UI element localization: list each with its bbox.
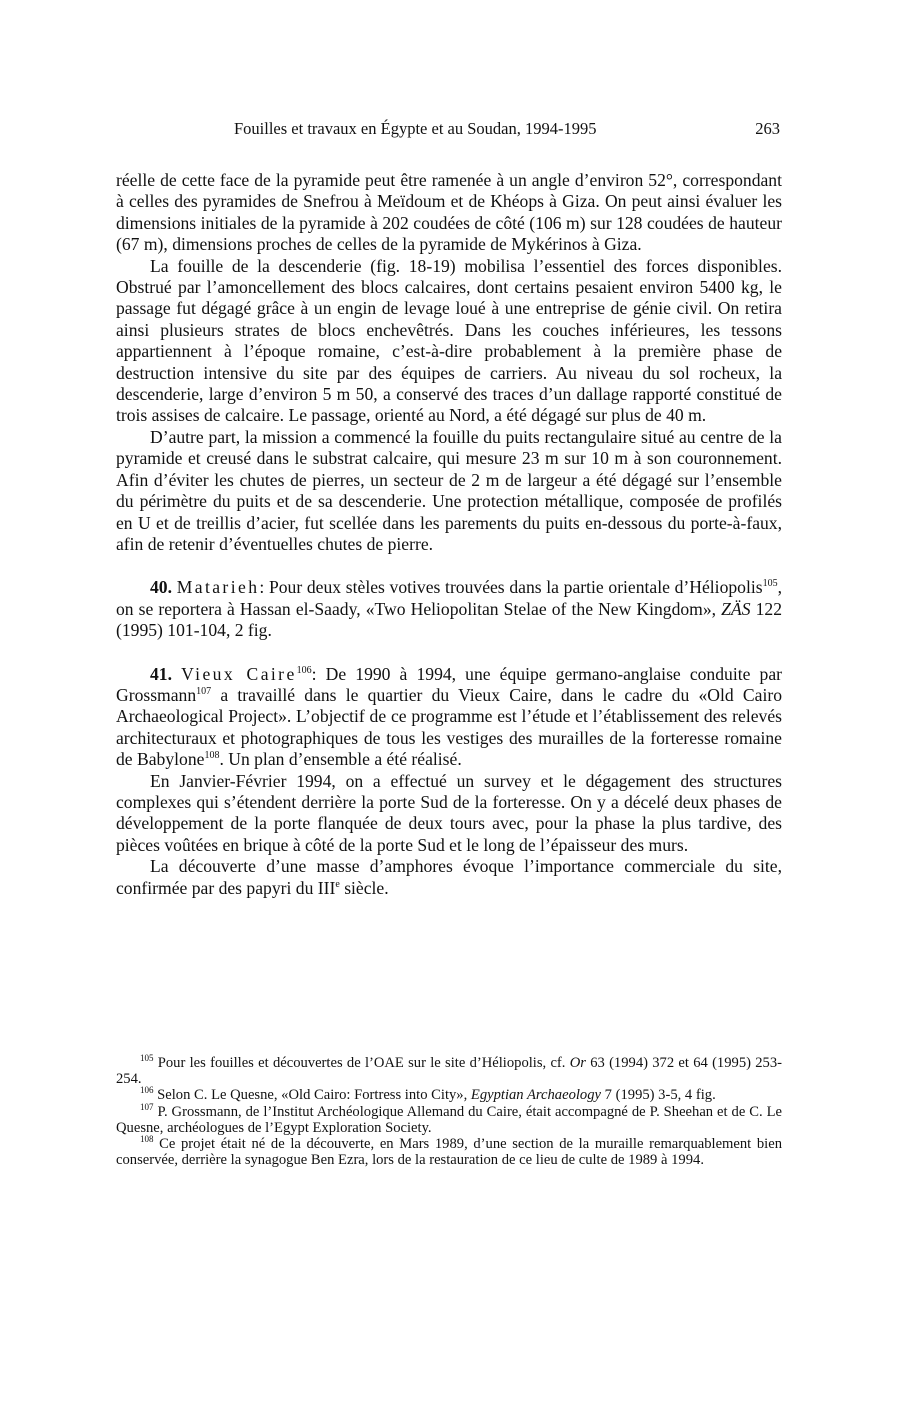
footnote-106 bbox=[116, 1087, 782, 1103]
main-text bbox=[116, 170, 782, 899]
section-title: Vieux Caire bbox=[181, 663, 297, 684]
footnote-ref[interactable]: 108 bbox=[204, 750, 220, 762]
text-run: : De 1990 à 1994, une équipe germano-anglaise conduite par Grossmann bbox=[116, 663, 782, 705]
footnote-text: 7 (1995) 3-5, 4 fig. bbox=[601, 1087, 716, 1104]
footnote-number: 106 bbox=[140, 1085, 154, 1096]
section-40 bbox=[116, 577, 782, 641]
footnote-number: 108 bbox=[140, 1134, 154, 1145]
text-run: a travaillé dans le quartier du Vieux Caire, dans le cadre du «Old Cairo Archaeological Project». L’objectif de ce programme est l’étude et l’établissement des relevés architecturaux et photographiques de tous les vestiges des murailles de la forteresse romaine de Babylone bbox=[116, 684, 782, 770]
paragraph: En Janvier-Février 1994, on a effectué un survey et le dégagement des structures complexes qui s’étendent derrière la porte Sud de la forteresse. On y a décelé deux phases de développement de la porte flanquée de deux tours avec, pour la phase la plus tardive, des pièces voûtées en brique à côté de la porte Sud et le long de l’épaisseur des murs. bbox=[116, 770, 782, 855]
journal-title: ZÄS bbox=[721, 598, 751, 619]
journal-title: Or bbox=[569, 1055, 586, 1071]
text-run: . Un plan d’ensemble a été réalisé. bbox=[219, 749, 462, 770]
section-number: 41. bbox=[150, 663, 172, 684]
paragraph: La fouille de la descenderie (fig. 18-19) mobilisa l’essentiel des forces disponibles. Obstrué par l’amoncellement des blocs calcaires, dont certains pesaient environ 5400 kg, le passage fut dégagé grâce à un engin de levage loué à une entreprise de génie civil. On retira ainsi plusieurs strates de blocs enchevêtrés. Dans les couches inférieures, les tessons appartiennent à l’époque romaine, c’est-à-dire probablement à la première phase de destruction intensive du site par des équipes de carriers. Au niveau du sol rocheux, la descenderie, large d’environ 5 m 50, a conservé des traces d’un dallage rapporté constitué de trois assises de calcaire. Le passage, orienté au Nord, a été dégagé sur plus de 40 m. bbox=[116, 255, 782, 426]
footnote-105 bbox=[116, 1055, 782, 1087]
footnote-107 bbox=[116, 1101, 782, 1136]
text-run: 122 (1995) 101-104, 2 fig. bbox=[116, 598, 782, 641]
paragraph: D’autre part, la mission a commencé la fouille du puits rectangulaire situé au centre de la pyramide et creusé dans le substrat calcaire, qui mesure 23 m sur 10 m à son couronnement. Afin d’éviter les chutes de pierres, un secteur de 2 m de largeur a été dégagé sur l’ensemble du périmètre du puits et de sa descenderie. Une protection métallique, composée de profilés en U et de treillis d’acier, fut scellée dans les parements du puits en-dessous du porte-à-faux, afin de retenir d’éventuelles chutes de pierre. bbox=[116, 426, 782, 554]
footnote-text: Pour les fouilles et découvertes de l’OAE sur le site d’Héliopolis, cf. bbox=[153, 1055, 570, 1071]
footnote-ref[interactable]: 107 bbox=[196, 686, 212, 698]
text-run: , on se reportera à Hassan el-Saady, «Two Heliopolitan Stelae of the New Kingdom», bbox=[116, 577, 782, 619]
paragraph bbox=[116, 856, 782, 899]
footnote-number: 105 bbox=[140, 1053, 154, 1064]
running-title: Fouilles et travaux en Égypte et au Soudan, 1994-1995 bbox=[234, 119, 597, 138]
footnote-number: 107 bbox=[140, 1101, 154, 1112]
text-run: La découverte d’une masse d’amphores évoque l’importance commerciale du site, confirmée par des papyri du III bbox=[116, 856, 782, 898]
page-header bbox=[116, 119, 782, 143]
section-title: Matarieh bbox=[176, 577, 260, 598]
footnote-108 bbox=[116, 1136, 782, 1168]
journal-title: Egyptian Archaeology bbox=[470, 1087, 602, 1104]
page-number: 263 bbox=[755, 119, 780, 138]
section-number: 40. bbox=[150, 577, 172, 598]
text-run: siècle. bbox=[339, 877, 389, 898]
footnote-ref[interactable]: 106 bbox=[296, 664, 312, 676]
section-41 bbox=[116, 664, 782, 771]
footnote-text: Selon C. Le Quesne, «Old Cairo: Fortress into City», bbox=[153, 1087, 471, 1104]
footnote-text: P. Grossmann, de l’Institut Archéologique Allemand du Caire, était accompagné de P. Sheehan et de C. Le Quesne, archéologues de l’Egypt Exploration Society. bbox=[116, 1103, 782, 1136]
footnote-ref[interactable]: 105 bbox=[762, 578, 778, 590]
footnote-text: Ce projet était né de la découverte, en Mars 1989, d’une section de la muraille remarquablement bien conservée, derrière la synagogue Ben Ezra, lors de la restauration de ce lieu de culte de 1989 à 1994. bbox=[116, 1136, 782, 1169]
text-run: : Pour deux stèles votives trouvées dans la partie orientale d’Héliopolis bbox=[259, 577, 763, 598]
paragraph: réelle de cette face de la pyramide peut être ramenée à un angle d’environ 52°, correspondant à celles des pyramides de Snefrou à Meïdoum et de Khéops à Giza. On peut ainsi évaluer les dimensions initiales de la pyramide à 202 coudées de côté (106 m) sur 128 coudées de hauteur (67 m), dimensions proches de celles de la pyramide de Mykérinos à Giza. bbox=[116, 170, 782, 255]
footnotes bbox=[116, 1055, 782, 1168]
footnote-text: 63 (1994) 372 et 64 (1995) 253-254. bbox=[116, 1055, 783, 1088]
superscript: e bbox=[335, 878, 340, 890]
